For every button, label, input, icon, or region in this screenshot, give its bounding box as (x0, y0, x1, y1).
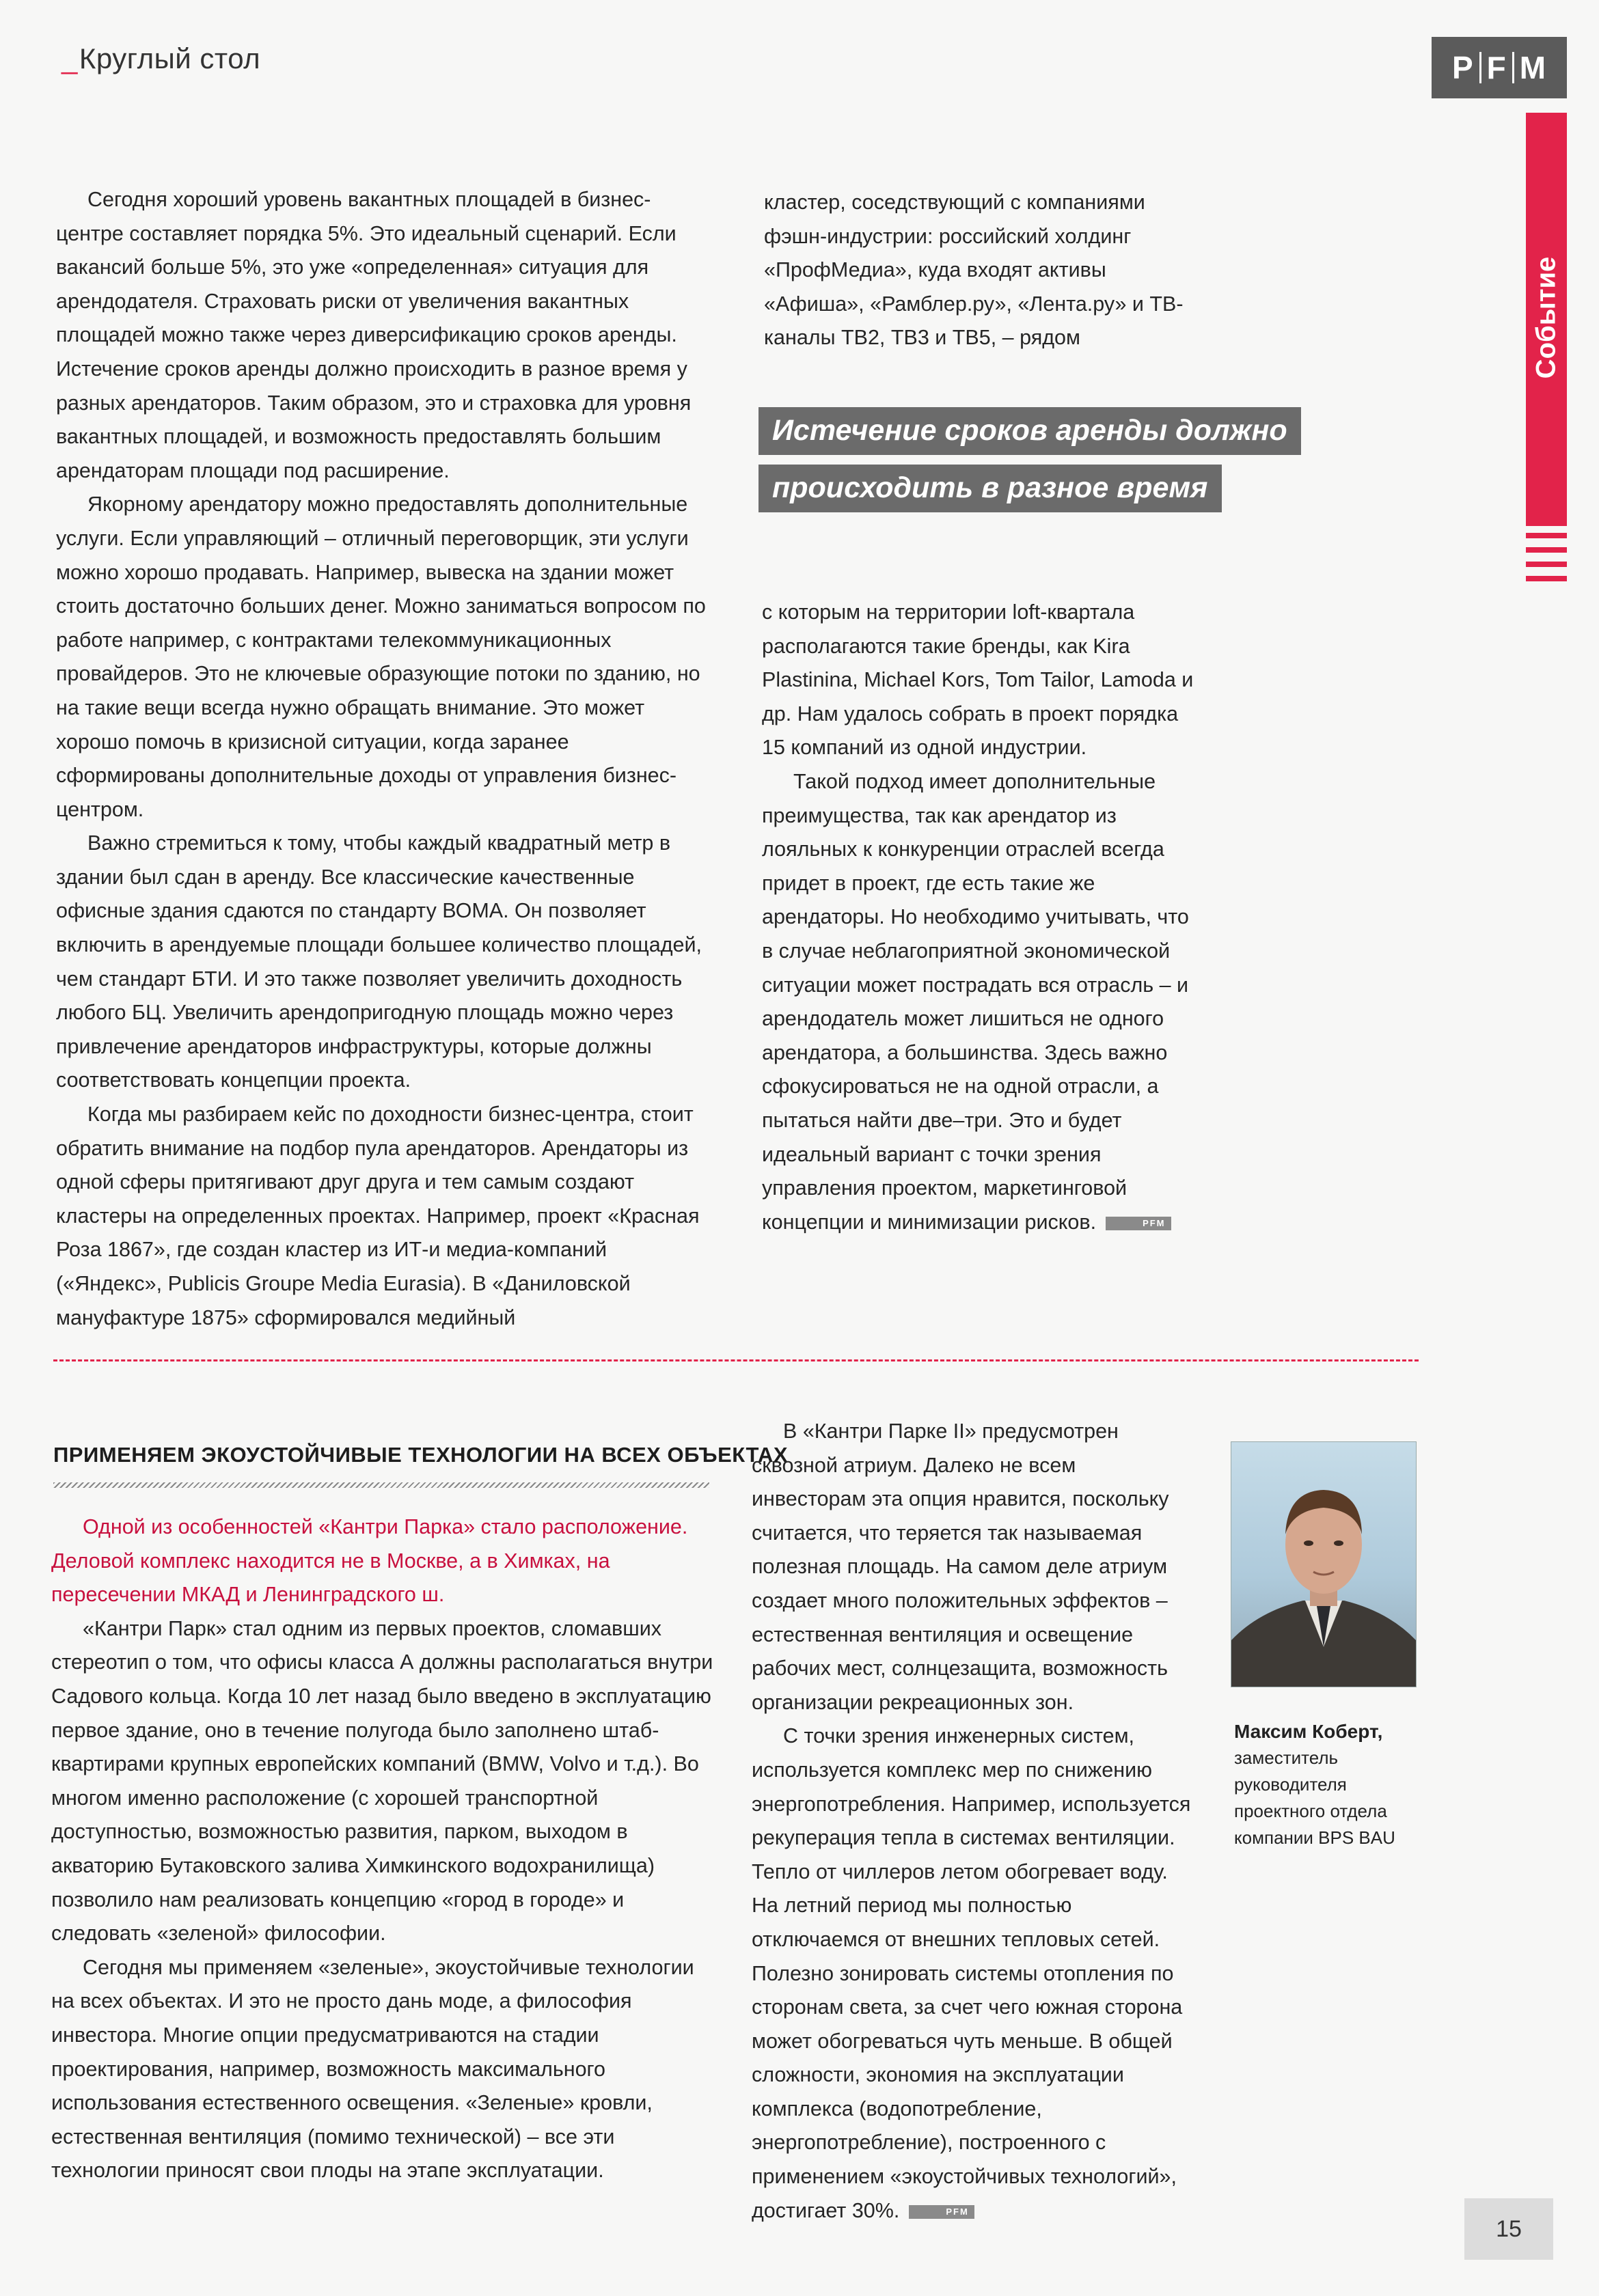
portrait-illustration (1231, 1442, 1416, 1687)
photo-caption (1234, 1718, 1395, 1851)
paragraph-text: С точки зрения инженерных систем, используется комплекс мер по снижению энергопотребления. Например, используется рекуперация тепла в системах вентиляции. Тепло от чиллеров летом обогревает воду. На летний период мы полностью отключаемся от внешних тепловых сетей. Полезно зонировать системы отопления по сторонам света, за счет чего южная сторона может обогреваться чуть меньше. В общей сложности, экономия на эксплуатации комплекса (водопотребление, энергопотребление), построенного с применением «экоустойчивых технологий», достигает 30%. (752, 1724, 1191, 2222)
section-divider (53, 1359, 1419, 1361)
portrait-photo (1231, 1441, 1417, 1687)
article1-column-2-top (764, 186, 1201, 355)
paragraph: Сегодня мы применяем «зеленые», экоустойчивые технологии на всех объектах. И это не просто дань моде, а философия инвестора. Многие опции предусматриваются на стадии проектирования, например, возможность максимального использования естественного освещения. «Зеленые» кровли, естественная вентиляция (помимо технической) – все эти технологии приносят свои плоды на этапе эксплуатации. (51, 1955, 694, 2183)
paragraph: кластер, соседствующий с компаниями фэшн-индустрии: российский холдинг «ПрофМедиа», куда входят активы «Афиша», «Рамблер.ру», «Лента.ру» и ТВ-каналы ТВ2, ТВ3 и ТВ5, – рядом (764, 191, 1184, 350)
article2-heading: ПРИМЕНЯЕМ ЭКОУСТОЙЧИВЫЕ ТЕХНОЛОГИИ НА ВСЕХ ОБЪЕКТАХ (53, 1443, 789, 1467)
article1-column-2-bottom (762, 596, 1199, 1239)
section-dash: _ (62, 42, 78, 74)
paragraph: Сегодня хороший уровень вакантных площадей в бизнес-центре составляет порядка 5%. Это идеальный сценарий. Если вакансий больше 5%, это уже «определенная» ситуация для арендодателя. Страховать риски от увеличения вакантных площадей можно также через диверсификацию сроков аренды. Истечение сроков аренды должно происходить в разное время у разных арендаторов. Таким образом, это и страховка для уровня вакантных площадей, и возможность предоставлять большим арендаторам площади под расширение. (56, 188, 692, 482)
stripe (1526, 533, 1567, 538)
logo-letter-p: P (1451, 50, 1474, 85)
stripe (1526, 562, 1567, 567)
heading-underline (53, 1482, 709, 1488)
person-role-line: руководителя (1234, 1774, 1347, 1795)
end-mark: PFM (1106, 1217, 1171, 1230)
paragraph: с которым на территории loft-квартала располагаются такие бренды, как Kira Plastinina, Michael Kors, Tom Tailor, Lamoda и др. Нам удалось собрать в проект порядка 15 компаний из одной индустрии. (762, 600, 1194, 760)
logo-letter-m: M (1519, 50, 1547, 85)
stripe (1526, 547, 1567, 553)
person-name: Максим Коберт, (1234, 1721, 1383, 1742)
pfm-logo (1432, 37, 1567, 98)
paragraph-text: Такой подход имеет дополнительные преимущества, так как арендатор из лояльных к конкуренции отраслей всегда придет в проект, где есть такие же арендаторы. Но необходимо учитывать, что в случае неблагоприятной экономической ситуации может пострадать вся отрасль – и арендодатель может лишиться не одного арендатора, а большинства. Здесь важно сфокусироваться не на одной отрасли, а пытаться найти две–три. Это и будет идеальный вариант с точки зрения управления проектом, маркетинговой концепции и минимизации рисков. (762, 769, 1189, 1234)
article2-column-2 (752, 1415, 1196, 2228)
paragraph: Якорному арендатору можно предоставлять дополнительные услуги. Если управляющий – отличный переговорщик, эти услуги можно хорошо продавать. Например, вывеска на здании может стоить достаточно больших денег. Можно заниматься вопросом по работе например, с контрактами телекоммуникационных провайдеров. Это не ключевые образующие потоки по зданию, но на такие вещи всегда нужно обращать внимание. Это может хорошо помочь в кризисной ситуации, когда заранее сформированы дополнительные доходы от управления бизнес-центром. (56, 493, 706, 821)
paragraph (762, 765, 1199, 1239)
paragraph (752, 1719, 1196, 2228)
paragraph: Когда мы разбираем кейс по доходности бизнес-центра, стоит обратить внимание на подбор пула арендаторов. Арендаторы из одной сферы притягивают друг друга и тем самым создают кластеры на определенных проектах. Например, проект «Красная Роза 1867», где создан кластер из ИТ-и медиа-компаний («Яндекс», Publicis Groupe Media Eurasia). В «Даниловской мануфактуре 1875» сформировался медийный (56, 1103, 700, 1329)
person-role-line: проектного отдела (1234, 1801, 1387, 1821)
article1-column-1 (56, 183, 718, 1335)
side-stripes (1526, 533, 1567, 590)
logo-divider (1479, 52, 1481, 83)
person-role-line: компании BPS BAU (1234, 1827, 1395, 1848)
stripe (1526, 576, 1567, 581)
article2-column-1 (51, 1510, 718, 2188)
logo-letter-f: F (1486, 50, 1507, 85)
paragraph: Важно стремиться к тому, чтобы каждый квадратный метр в здании был сдан в аренду. Все классические качественные офисные здания сдаются по стандарту ВОМА. Он позволяет включить в арендуемые площади большее количество площадей, чем стандарт БТИ. И это также позволяет увеличить доходность любого БЦ. Увеличить арендопригодную площадь можно через привлечение арендаторов инфраструктуры, которые должны соответствовать концепции проекта. (56, 831, 702, 1092)
section-label-text: Круглый стол (79, 42, 261, 74)
lead-paragraph: Одной из особенностей «Кантри Парка» стало расположение. Деловой комплекс находится не в Москве, а в Химках, на пересечении МКАД и Ленинградского ш. (51, 1515, 688, 1607)
logo-divider (1512, 52, 1514, 83)
end-mark: PFM (909, 2205, 974, 2219)
side-tab-label: Событие (1531, 256, 1561, 379)
page-number: 15 (1464, 2198, 1553, 2260)
pull-quote (758, 407, 1301, 522)
pull-quote-line: Истечение сроков аренды должно (758, 407, 1301, 455)
paragraph: В «Кантри Парке II» предусмотрен сквозной атриум. Далеко не всем инвесторам эта опция нравится, поскольку считается, что теряется так называемая полезная площадь. На самом деле атриум создает много положительных эффектов – естественная вентиляция и освещение рабочих мест, солнцезащита, возможность организации рекреационных зон. (752, 1420, 1169, 1714)
person-role-line: заместитель (1234, 1747, 1339, 1768)
pull-quote-line: происходить в разное время (758, 465, 1222, 512)
section-label (62, 42, 260, 75)
paragraph: «Кантри Парк» стал одним из первых проектов, сломавших стереотип о том, что офисы класса А должны располагаться внутри Садового кольца. Когда 10 лет назад было введено в эксплуатацию первое здание, оно в течение полугода было заполнено штаб-квартирами крупных европейских компаний (BMW, Volvo и т.д.). Во многом именно расположение (с хорошей транспортной доступностью, возможностью развития, парком, выходом в акваторию Бутаковского залива Химкинского водохранилища) позволило нам реализовать концепцию «город в городе» и следовать «зеленой» философии. (51, 1616, 713, 1946)
